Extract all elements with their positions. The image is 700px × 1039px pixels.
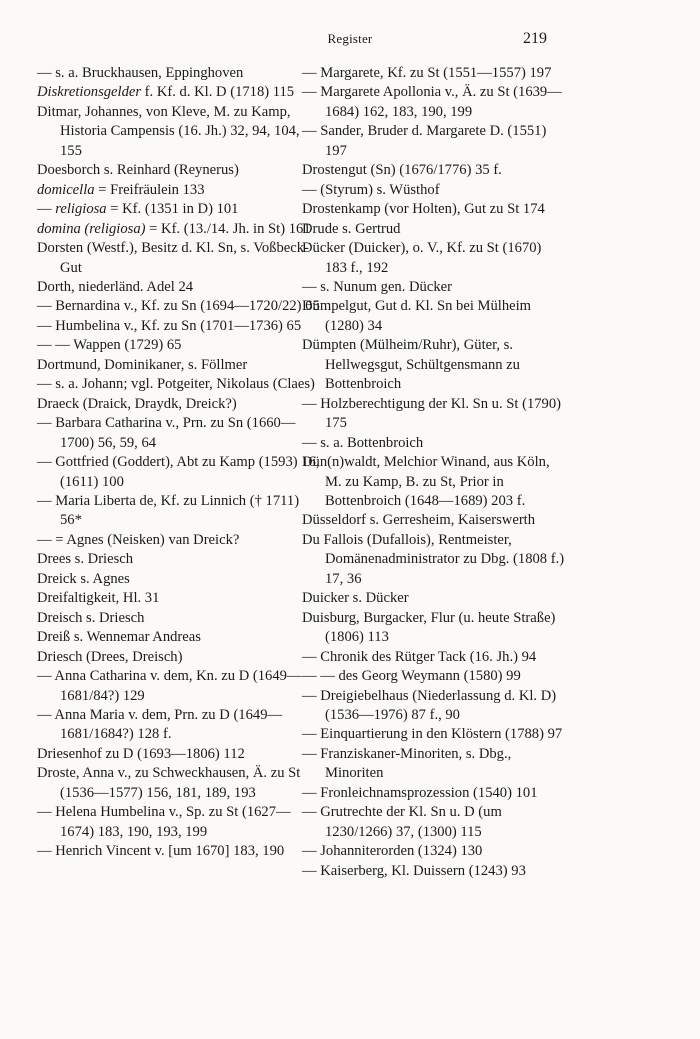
index-entry [302, 64, 566, 83]
entry-text: — Anna Catharina v. dem, Kn. zu D (1649—1681/84?) 129 [37, 668, 302, 704]
index-entry [37, 356, 323, 375]
entry-text: Dreisch s. Driesch [37, 609, 145, 626]
entry-text: — Holzberechtigung der Kl. Sn u. St (1790) 175 [302, 395, 561, 432]
index-entry [302, 842, 566, 861]
index-entry [37, 706, 323, 745]
index-entry [37, 64, 323, 83]
index-entry [37, 83, 323, 102]
entry-text: — s. Nunum gen. Dücker [302, 278, 452, 295]
index-entry [302, 667, 566, 686]
index-entry [302, 83, 566, 122]
entry-text: — (Styrum) s. Wüsthof [302, 181, 440, 198]
entry-text: Doesborch s. Reinhard (Reynerus) [37, 162, 239, 179]
entry-text: — Johanniterorden (1324) 130 [302, 843, 483, 860]
entry-text: Duisburg, Burgacker, Flur (u. heute Straße) (1806) 113 [302, 609, 556, 646]
entry-text: Dortmund, Dominikaner, s. Föllmer [37, 356, 248, 373]
entry-text: Dümpelgut, Gut d. Kl. Sn bei Mülheim (1280) 34 [302, 298, 532, 334]
index-entry [37, 317, 323, 336]
entry-italic-term: domicella [37, 181, 95, 198]
index-entry [37, 181, 323, 200]
entry-text: Du Fallois (Dufallois), Rentmeister, Domänenadministrator zu Dbg. (1808 f.) 17, 36 [302, 531, 565, 587]
entry-text: Dücker (Duicker), o. V., Kf. zu St (1670) 183 f., 192 [302, 240, 542, 276]
entry-text: — Kaiserberg, Kl. Duissern (1243) 93 [302, 862, 526, 879]
index-entry [302, 395, 566, 434]
entry-text: — Dreigiebelhaus (Niederlassung d. Kl. D) (1536—1976) 87 f., 90 [302, 687, 557, 723]
index-entry [302, 609, 566, 648]
index-entry [302, 648, 566, 667]
entry-text: Dorsten (Westf.), Besitz d. Kl. Sn, s. Voßbeck-Gut [37, 240, 309, 276]
entry-text: — Barbara Catharina v., Prn. zu Sn (1660—1700) 56, 59, 64 [37, 415, 296, 451]
index-entry [37, 297, 323, 316]
index-entry [37, 570, 323, 589]
entry-text: — — Wappen (1729) 65 [37, 337, 182, 354]
entry-text: Draeck (Draick, Draydk, Dreick?) [37, 395, 237, 412]
index-entry [37, 103, 323, 161]
page-header [0, 30, 700, 54]
entry-italic-term: domina (religiosa) [37, 220, 146, 237]
index-entry [302, 297, 566, 336]
entry-italic-term: religiosa [55, 201, 107, 218]
index-entry [37, 803, 323, 842]
index-entry [302, 589, 566, 608]
index-entry [302, 725, 566, 744]
entry-text: Droste, Anna v., zu Schweckhausen, Ä. zu St (1536—1577) 156, 181, 189, 193 [37, 765, 301, 801]
entry-text: — Einquartierung in den Klöstern (1788) 97 [302, 726, 563, 743]
index-entry [302, 687, 566, 726]
index-entry [302, 278, 566, 297]
entry-text: — Maria Liberta de, Kf. zu Linnich († 1711) 56* [37, 492, 300, 529]
entry-text: Dorth, niederländ. Adel 24 [37, 278, 194, 295]
page-number: 219 [523, 30, 547, 47]
index-entry [37, 609, 323, 628]
index-entry [37, 589, 323, 608]
index-column-left [37, 64, 323, 862]
index-column-right [302, 64, 566, 881]
index-entry [37, 531, 323, 550]
entry-text: Duicker s. Dücker [302, 590, 409, 607]
entry-text: — s. a. Bruckhausen, Eppinghoven [37, 65, 244, 81]
index-entry [302, 803, 566, 842]
entry-text: — Grutrechte der Kl. Sn u. D (um 1230/1266) 37, (1300) 115 [302, 804, 502, 840]
index-entry [302, 434, 566, 453]
index-entry [302, 745, 566, 784]
entry-text: = Kf. (13./14. Jh. in St) 161 [145, 220, 311, 237]
index-entry [37, 278, 323, 297]
index-entry [302, 181, 566, 200]
index-entry [37, 395, 323, 414]
entry-text: — s. a. Bottenbroich [302, 434, 424, 451]
index-entry [37, 492, 323, 531]
index-entry [37, 667, 323, 706]
entry-text: Dreick s. Agnes [37, 570, 130, 587]
entry-italic-term: Diskretionsgelder [37, 84, 142, 101]
entry-text: — = Agnes (Neisken) van Dreick? [37, 531, 240, 548]
entry-text: — s. a. Johann; vgl. Potgeiter, Nikolaus (Claes) [37, 376, 315, 393]
entry-text: — Henrich Vincent v. [um 1670] 183, 190 [37, 843, 285, 860]
index-entry [302, 161, 566, 180]
index-entry [302, 862, 566, 881]
entry-text: Drostenkamp (vor Holten), Gut zu St 174 [302, 201, 545, 218]
index-entry [302, 531, 566, 589]
entry-text: Ditmar, Johannes, von Kleve, M. zu Kamp, Historia Campensis (16. Jh.) 32, 94, 104, 155 [37, 103, 300, 159]
entry-text: Dün(n)waldt, Melchior Winand, aus Köln, M. zu Kamp, B. zu St, Prior in Bottenbroich (1648—1689) 203 f. [302, 454, 550, 509]
entry-text: Drees s. Driesch [37, 551, 134, 568]
index-entry [37, 550, 323, 569]
entry-text: Driesch (Drees, Dreisch) [37, 648, 183, 665]
entry-text: — Margarete Apollonia v., Ä. zu St (1639—1684) 162, 183, 190, 199 [302, 84, 562, 120]
entry-text: Drude s. Gertrud [302, 220, 401, 237]
entry-text: — Margarete, Kf. zu St (1551—1557) 197 [302, 65, 552, 81]
index-entry [37, 628, 323, 647]
entry-text: — Sander, Bruder d. Margarete D. (1551) 197 [302, 123, 547, 159]
index-entry [37, 220, 323, 239]
entry-text: Drostengut (Sn) (1676/1776) 35 f. [302, 162, 502, 179]
index-entry [302, 511, 566, 530]
index-entry [37, 648, 323, 667]
index-entry [302, 453, 566, 511]
index-entry [302, 239, 566, 278]
index-entry [37, 336, 323, 355]
index-entry [302, 200, 566, 219]
entry-text: — Chronik des Rütger Tack (16. Jh.) 94 [302, 648, 537, 665]
index-entry [37, 161, 323, 180]
entry-text: Dreifaltigkeit, Hl. 31 [37, 590, 160, 607]
index-entry [37, 745, 323, 764]
index-entry [37, 375, 323, 394]
entry-text: — Anna Maria v. dem, Prn. zu D (1649—1681/1684?) 128 f. [37, 706, 283, 743]
index-entry [37, 764, 323, 803]
index-entry [37, 842, 323, 861]
entry-text: Dreiß s. Wennemar Andreas [37, 629, 201, 646]
index-entry [302, 784, 566, 803]
index-entry [37, 239, 323, 278]
index-entry [302, 336, 566, 394]
entry-text: Dümpten (Mülheim/Ruhr), Güter, s. Hellwegsgut, Schültgensmann zu Bottenbroich [302, 337, 520, 393]
entry-text: Düsseldorf s. Gerresheim, Kaiserswerth [302, 512, 536, 529]
entry-text: — Bernardina v., Kf. zu Sn (1694—1720/22) 65 [37, 298, 320, 315]
entry-text: = Kf. (1351 in D) 101 [106, 201, 239, 218]
entry-text: — Franziskaner-Minoriten, s. Dbg., Minoriten [302, 745, 512, 782]
index-entry [37, 414, 323, 453]
index-entry [37, 453, 323, 492]
index-entry [302, 220, 566, 239]
entry-text: — — des Georg Weymann (1580) 99 [302, 668, 521, 685]
entry-text: Driesenhof zu D (1693—1806) 112 [37, 745, 245, 762]
entry-text: — Helena Humbelina v., Sp. zu St (1627—1674) 183, 190, 193, 199 [37, 804, 291, 840]
running-title: Register [327, 31, 373, 46]
index-entry [302, 122, 566, 161]
entry-text: f. Kf. d. Kl. D (1718) 115 [141, 84, 295, 101]
entry-text: — Humbelina v., Kf. zu Sn (1701—1736) 65 [37, 317, 302, 334]
entry-text: — Fronleichnamsprozession (1540) 101 [302, 784, 538, 801]
entry-text: — Gottfried (Goddert), Abt zu Kamp (1593) 16, (1611) 100 [37, 454, 320, 490]
entry-text: = Freifräulein 133 [94, 181, 205, 198]
index-entry [37, 200, 323, 219]
entry-prefix: — [37, 201, 56, 218]
